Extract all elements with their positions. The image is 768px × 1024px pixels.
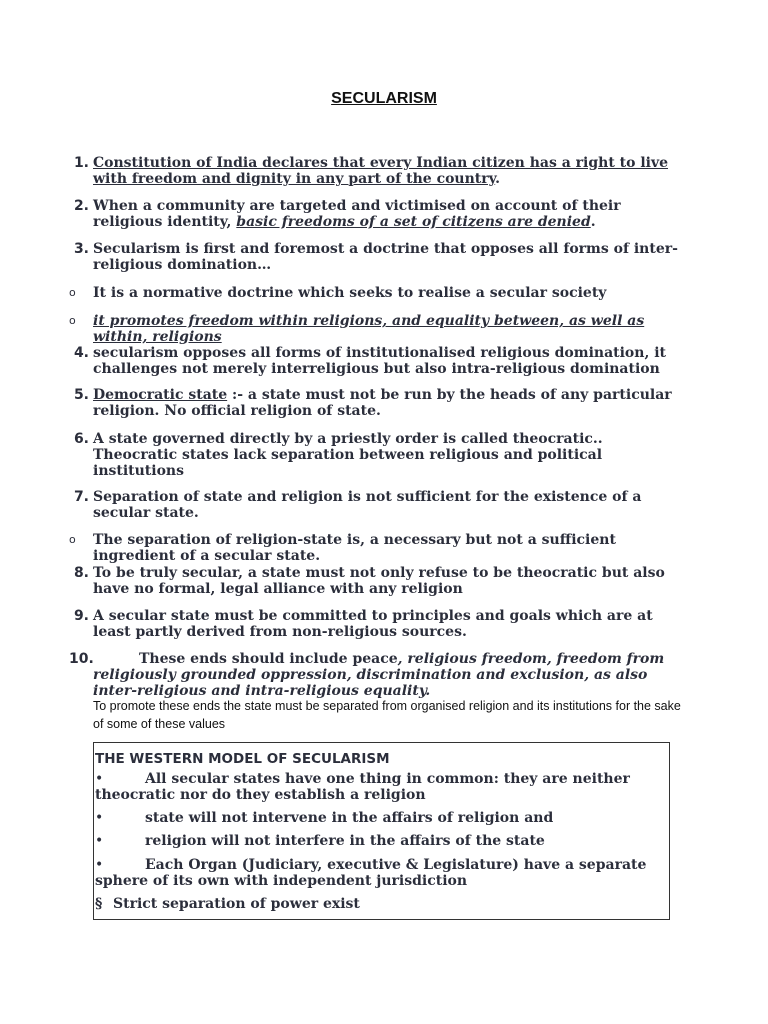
item-text: When a community are targeted and victimised on account of their religious identity,	[93, 198, 621, 230]
section-icon: §	[95, 896, 103, 912]
list-item-6	[73, 431, 683, 479]
item-text: These ends should include peace	[139, 651, 398, 667]
sub-bullet-1	[69, 285, 683, 301]
list-item-4	[73, 345, 683, 377]
box-point-5: § Strict separation of power exist	[95, 896, 360, 912]
box-point-4: • Each Organ (Judiciary, executive & Legislature) have a separate sphere of its own with independent jurisdiction	[95, 857, 647, 889]
list-item-8	[73, 565, 683, 597]
page-title: SECULARISM	[331, 90, 437, 107]
list-item-1: 1. Constitution of India declares that every Indian citizen has a right to live with freedom and dignity in any part of the country.	[93, 155, 683, 187]
list-item-7	[73, 489, 683, 521]
box-point-1: • All secular states have one thing in common: they are neither theocratic nor do they establish a religion	[95, 771, 630, 803]
bullet-icon: •	[95, 810, 104, 826]
item-text: Secularism is first and foremost a doctrine that opposes all forms of inter-religious domination…	[93, 241, 678, 273]
item-emphasis: basic freedoms of a set of citizens are denied	[236, 214, 591, 230]
item-label: Democratic state	[93, 387, 228, 403]
item-number: 7.	[73, 489, 89, 505]
item-emphasis: , religious freedom, freedom from religiously grounded oppression, discrimination and exclusion, as also inter-religious and intra-religious equality.	[93, 651, 665, 699]
item-text: The separation of religion-state is, a necessary but not a sufficient ingredient of a secular state.	[93, 532, 616, 564]
item-text: secularism opposes all forms of institutionalised religious domination, it challenges not merely interreligious but also intra-religious domination	[93, 345, 666, 377]
item-number: 3.	[73, 241, 89, 257]
box-point-2: • state will not intervene in the affairs of religion and	[95, 810, 554, 826]
item-text: Separation of state and religion is not sufficient for the existence of a secular state.	[93, 489, 642, 521]
item-number: 10.	[69, 651, 94, 667]
item-text: To be truly secular, a state must not only refuse to be theocratic but also have no formal, legal alliance with any religion	[93, 565, 665, 597]
list-item-5	[73, 387, 683, 419]
item-number: 6.	[73, 431, 89, 447]
box-point-3: • religion will not interfere in the affairs of the state	[95, 833, 545, 849]
item-text: It is a normative doctrine which seeks to realise a secular society	[93, 285, 607, 301]
list-item-9	[73, 608, 683, 640]
item-text: it promotes freedom within religions, and equality between, as well as within, religions	[93, 313, 645, 345]
item-number: 2.	[73, 198, 89, 214]
list-item-3	[73, 241, 683, 273]
item-number: 9.	[73, 608, 89, 624]
item-number: 1.	[73, 155, 89, 171]
item-text: A state governed directly by a priestly order is called theocratic.. Theocratic states lack separation between religious and political institutions	[93, 431, 603, 479]
bullet-icon: •	[95, 771, 104, 787]
bullet-icon: •	[95, 857, 104, 873]
western-model-box	[93, 742, 670, 920]
bullet-marker: o	[69, 286, 76, 299]
item-text: :- a state must not be run by the heads of any particular religion. No official religion of state.	[93, 387, 672, 419]
item-number: 4.	[73, 345, 89, 361]
bullet-icon: •	[95, 833, 104, 849]
bullet-marker: o	[69, 314, 76, 327]
item-number: 5.	[73, 387, 89, 403]
sub-bullet-3	[69, 532, 683, 564]
item-text: Constitution of India declares that every Indian citizen has a right to live with freedom and dignity in any part of the country	[93, 155, 669, 187]
note-paragraph: To promote these ends the state must be separated from organised religion and its institutions for the sake of some of these values	[93, 699, 681, 731]
bullet-marker: o	[69, 533, 76, 546]
box-title: THE WESTERN MODEL OF SECULARISM	[95, 751, 390, 767]
item-number: 8.	[73, 565, 89, 581]
sub-bullet-2	[69, 313, 683, 345]
item-text: A secular state must be committed to principles and goals which are at least partly derived from non-religious sources.	[93, 608, 653, 640]
list-item-10	[69, 651, 683, 699]
list-item-2: 2. When a community are targeted and victimised on account of their religious identity, basic freedoms of a set of citizens are denied.	[93, 198, 683, 230]
